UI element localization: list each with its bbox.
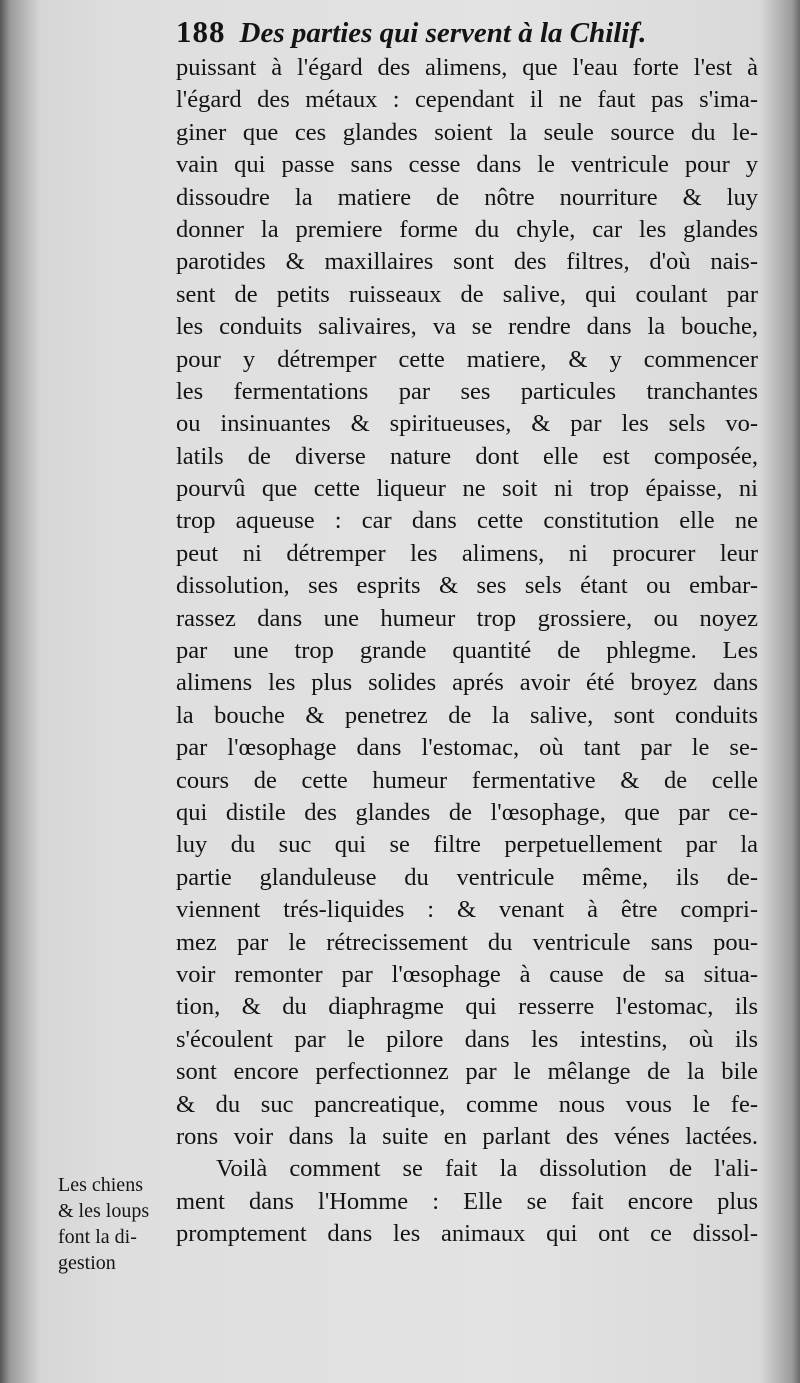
text-line: & du suc pancreatique, comme nous vous le fe- xyxy=(176,1090,758,1118)
text-line: puissant à l'égard des alimens, que l'eau forte l'est à xyxy=(176,54,758,81)
text-line: les fermentations par ses particules tranchantes xyxy=(176,377,758,405)
text-line: trop aqueuse : car dans cette constitution elle ne xyxy=(176,507,758,535)
text-line: latils de diverse nature dont elle est composée, xyxy=(176,442,758,470)
text-line: voir remonter par l'œsophage à cause de sa situa- xyxy=(176,960,758,988)
marginal-note xyxy=(58,1172,180,1276)
marginal-note-line: Les chiens xyxy=(58,1174,143,1196)
marginal-note-line: gestion xyxy=(58,1252,116,1274)
text-line: l'égard des métaux : cependant il ne faut pas s'ima- xyxy=(176,86,758,114)
text-line: parotides & maxillaires sont des filtres, d'où nais- xyxy=(176,248,758,276)
text-line: les conduits salivaires, va se rendre dans la bouche, xyxy=(176,313,758,341)
text-line: ou insinuantes & spiritueuses, & par les sels vo- xyxy=(176,410,758,438)
text-line: pourvû que cette liqueur ne soit ni trop épaisse, ni xyxy=(176,475,758,503)
text-line: partie glanduleuse du ventricule même, ils de- xyxy=(176,863,758,891)
text-line: Voilà comment se fait la dissolution de l'ali- xyxy=(216,1155,758,1183)
text-line: dissoudre la matiere de nôtre nourriture & luy xyxy=(176,183,758,211)
body-text xyxy=(176,52,758,1250)
text-line: mez par le rétrecissement du ventricule sans pou- xyxy=(176,928,758,956)
text-line: promptement dans les animaux qui ont ce dissol- xyxy=(176,1220,758,1248)
text-line: s'écoulent par le pilore dans les intestins, où ils xyxy=(176,1025,758,1053)
text-line: qui distile des glandes de l'œsophage, que par ce- xyxy=(176,798,758,826)
page-header xyxy=(176,14,716,54)
marginal-note-line: & les loups xyxy=(58,1200,150,1222)
text-line: ment dans l'Homme : Elle se fait encore plus xyxy=(176,1187,758,1215)
marginal-note-line: font la di- xyxy=(58,1226,137,1248)
page-number: 188 xyxy=(176,14,226,49)
text-line: luy du suc qui se filtre perpetuellement par la xyxy=(176,831,758,859)
text-line: rons voir dans la suite en parlant des vénes lactées. xyxy=(176,1122,758,1150)
text-line: donner la premiere forme du chyle, car les glandes xyxy=(176,215,758,243)
running-title: Des parties qui servent à la Chilif. xyxy=(239,17,647,49)
text-line: par une trop grande quantité de phlegme. Les xyxy=(176,637,758,665)
text-line: cours de cette humeur fermentative & de celle xyxy=(176,766,758,794)
text-line: giner que ces glandes soient la seule source du le- xyxy=(176,118,758,146)
text-line: dissolution, ses esprits & ses sels étant ou embar- xyxy=(176,572,758,600)
text-line: alimens les plus solides aprés avoir été broyez dans xyxy=(176,669,758,697)
text-line: viennent trés-liquides : & venant à être compri- xyxy=(176,896,758,924)
text-line: par l'œsophage dans l'estomac, où tant par le se- xyxy=(176,734,758,762)
text-line: vain qui passe sans cesse dans le ventricule pour y xyxy=(176,151,758,179)
text-line: sont encore perfectionnez par le mêlange de la bile xyxy=(176,1058,758,1086)
text-line: peut ni détremper les alimens, ni procurer leur xyxy=(176,539,758,567)
text-line: la bouche & penetrez de la salive, sont conduits xyxy=(176,701,758,729)
text-line: tion, & du diaphragme qui resserre l'estomac, ils xyxy=(176,993,758,1021)
text-line: pour y détremper cette matiere, & y commencer xyxy=(176,345,758,373)
text-line: rassez dans une humeur trop grossiere, ou noyez xyxy=(176,604,758,632)
text-line: sent de petits ruisseaux de salive, qui coulant par xyxy=(176,280,758,308)
